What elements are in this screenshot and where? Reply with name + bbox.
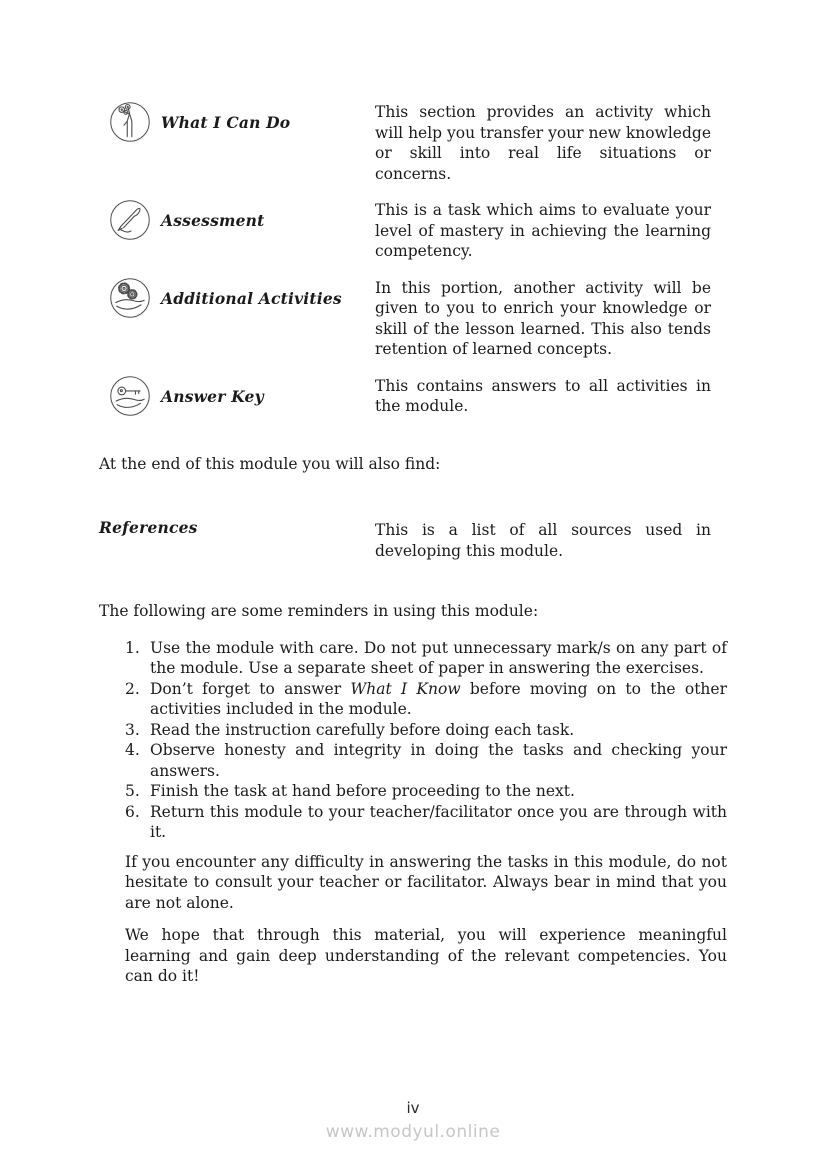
list-item-text (150, 679, 727, 720)
section-description: This is a task which aims to evaluate your level of mastery in achieving the learning competency. (375, 201, 711, 260)
list-item-text: Finish the task at hand before proceeding to the next. (150, 782, 575, 800)
list-item-text: Observe honesty and integrity in doing the tasks and checking your answers. (150, 741, 727, 780)
list-item-text-italic: What I Know (350, 679, 461, 698)
section-label: Answer Key (161, 386, 264, 406)
list-item-text: Return this module to your teacher/facilitator once you are through with it. (150, 802, 727, 841)
references-row (99, 518, 727, 561)
gears-hand-icon (99, 276, 161, 320)
hand-gears-icon (99, 100, 161, 144)
section-row-assessment (99, 198, 727, 262)
list-item-number: 5. (125, 782, 140, 800)
list-item (125, 638, 727, 679)
watermark-text: www.modyul.online (325, 1122, 501, 1142)
section-row-answer-key (99, 374, 727, 418)
section-guide-list (99, 100, 727, 418)
section-label: Assessment (161, 211, 265, 230)
list-item-text-prefix: Don’t forget to answer (150, 679, 351, 698)
reminders-list (99, 638, 727, 843)
list-item-number: 4. (125, 741, 140, 759)
section-row-what-i-can-do (99, 100, 727, 184)
list-item-number: 2. (125, 679, 140, 698)
list-item (125, 720, 727, 741)
section-label: Additional Activities (161, 288, 342, 308)
reminders-intro-text: The following are some reminders in using this module: (99, 602, 539, 620)
quill-pen-hand-icon (99, 198, 161, 242)
list-item-number: 6. (125, 802, 140, 821)
closing-paragraph: If you encounter any difficulty in answering the tasks in this module, do not hesitate to consult your teacher or facilitator. Always bear in mind that you are not alone. (125, 852, 727, 912)
references-label: References (99, 518, 198, 537)
list-item (125, 802, 727, 843)
section-row-additional-activities (99, 276, 727, 360)
closing-paragraph: We hope that through this material, you will experience meaningful learning and gain deep understanding of the relevant competencies. You can do it! (125, 926, 727, 985)
section-description: This contains answers to all activities in the module. (375, 376, 711, 415)
list-item-text: Use the module with care. Do not put unnecessary mark/s on any part of the module. Use a separate sheet of paper in answering the exercises. (150, 638, 727, 677)
list-item-text: Read the instruction carefully before doing each task. (150, 720, 575, 739)
references-description: This is a list of all sources used in developing this module. (375, 521, 711, 560)
list-item (125, 679, 727, 720)
section-description: This section provides an activity which will help you transfer your new knowledge or skill into real life situations or concerns. (375, 103, 711, 183)
section-description: In this portion, another activity will be given to you to enrich your knowledge or skill of the lesson learned. This also tends retention of learned concepts. (375, 278, 711, 358)
page-number: iv (406, 1099, 420, 1117)
end-note-text: At the end of this module you will also find: (99, 454, 441, 473)
section-label: What I Can Do (161, 113, 291, 132)
list-item (125, 781, 727, 802)
list-item (125, 740, 727, 781)
list-item-text-suffix: before moving on to the other activities included in the module. (150, 679, 727, 718)
list-item-number: 3. (125, 720, 140, 739)
list-item-number: 1. (125, 638, 140, 657)
key-hand-icon (99, 374, 161, 418)
